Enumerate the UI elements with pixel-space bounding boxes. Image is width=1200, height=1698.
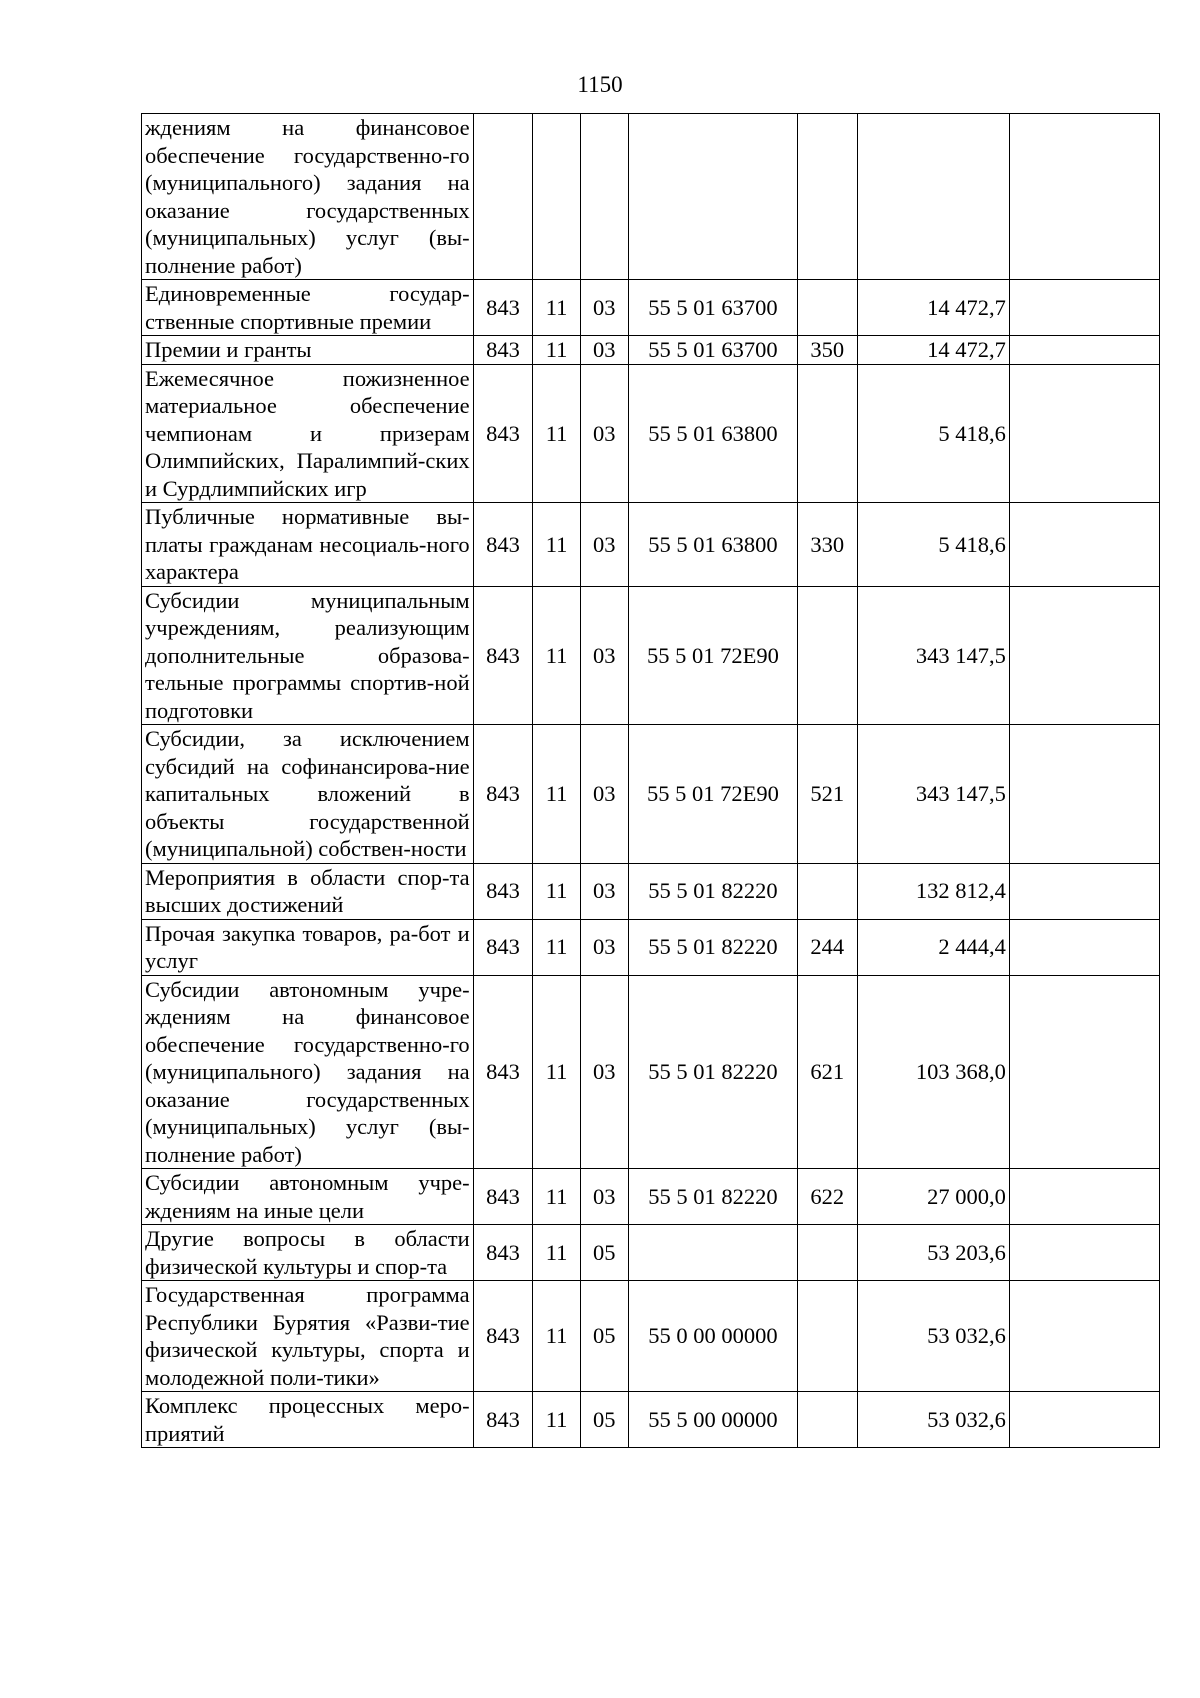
expense-type-code-cell: 621: [797, 975, 857, 1169]
section-code-cell: 11: [533, 863, 580, 919]
row-name-cell: Комплекс процессных меро-приятий: [142, 1392, 474, 1448]
target-article-code-cell: 55 0 00 00000: [628, 1281, 797, 1392]
row-name-cell: Публичные нормативные вы-платы гражданам несоциаль-ного характера: [142, 503, 474, 587]
subsection-code-cell: 03: [580, 336, 628, 365]
target-article-code-cell: 55 5 01 63700: [628, 280, 797, 336]
section-code-cell: 11: [533, 364, 580, 503]
target-article-code-cell: 55 5 01 82220: [628, 1169, 797, 1225]
row-name-cell: Государственная программа Республики Бурятия «Разви-тие физической культуры, спорта и молодежной поли-тики»: [142, 1281, 474, 1392]
section-code-cell: 11: [533, 1169, 580, 1225]
amount-cell: 103 368,0: [857, 975, 1009, 1169]
subsection-code-cell: 03: [580, 725, 628, 864]
amount-cell: 53 032,6: [857, 1392, 1009, 1448]
extra-amount-cell: [1009, 280, 1159, 336]
subsection-code-cell: 03: [580, 586, 628, 725]
table-row: [142, 975, 1160, 1169]
expense-type-code-cell: 244: [797, 919, 857, 975]
ministry-code-cell: 843: [473, 975, 533, 1169]
subsection-code-cell: 03: [580, 280, 628, 336]
expense-type-code-cell: [797, 1281, 857, 1392]
extra-amount-cell: [1009, 114, 1159, 280]
table-row: [142, 114, 1160, 280]
table-row: [142, 503, 1160, 587]
amount-cell: 27 000,0: [857, 1169, 1009, 1225]
extra-amount-cell: [1009, 1225, 1159, 1281]
table-row: [142, 586, 1160, 725]
subsection-code-cell: 03: [580, 863, 628, 919]
target-article-code-cell: 55 5 01 82220: [628, 975, 797, 1169]
extra-amount-cell: [1009, 1169, 1159, 1225]
expense-type-code-cell: [797, 863, 857, 919]
extra-amount-cell: [1009, 503, 1159, 587]
table-row: [142, 863, 1160, 919]
target-article-code-cell: 55 5 00 00000: [628, 1392, 797, 1448]
target-article-code-cell: 55 5 01 72Е90: [628, 586, 797, 725]
extra-amount-cell: [1009, 336, 1159, 365]
row-name-cell: Субсидии автономным учре-ждениям на иные цели: [142, 1169, 474, 1225]
extra-amount-cell: [1009, 364, 1159, 503]
target-article-code-cell: 55 5 01 63800: [628, 503, 797, 587]
table-row: [142, 1225, 1160, 1281]
section-code-cell: [533, 114, 580, 280]
extra-amount-cell: [1009, 919, 1159, 975]
target-article-code-cell: 55 5 01 82220: [628, 919, 797, 975]
target-article-code-cell: [628, 114, 797, 280]
subsection-code-cell: 03: [580, 503, 628, 587]
extra-amount-cell: [1009, 725, 1159, 864]
subsection-code-cell: 03: [580, 919, 628, 975]
row-name-cell: Единовременные государ-ственные спортивные премии: [142, 280, 474, 336]
target-article-code-cell: 55 5 01 82220: [628, 863, 797, 919]
row-name-cell: ждениям на финансовое обеспечение государственно-го (муниципального) задания на оказание государственных (муниципальных) услуг (вы-полнение работ): [142, 114, 474, 280]
ministry-code-cell: 843: [473, 586, 533, 725]
subsection-code-cell: 03: [580, 364, 628, 503]
row-name-cell: Субсидии муниципальным учреждениям, реализующим дополнительные образова-тельные программы спортив-ной подготовки: [142, 586, 474, 725]
extra-amount-cell: [1009, 1281, 1159, 1392]
expense-type-code-cell: [797, 1225, 857, 1281]
ministry-code-cell: 843: [473, 1392, 533, 1448]
amount-cell: 14 472,7: [857, 336, 1009, 365]
ministry-code-cell: 843: [473, 503, 533, 587]
ministry-code-cell: 843: [473, 1169, 533, 1225]
section-code-cell: 11: [533, 919, 580, 975]
section-code-cell: 11: [533, 1392, 580, 1448]
expense-type-code-cell: 330: [797, 503, 857, 587]
expense-type-code-cell: [797, 364, 857, 503]
amount-cell: 53 032,6: [857, 1281, 1009, 1392]
table-row: [142, 364, 1160, 503]
amount-cell: 343 147,5: [857, 586, 1009, 725]
table-row: [142, 1281, 1160, 1392]
amount-cell: 53 203,6: [857, 1225, 1009, 1281]
subsection-code-cell: 05: [580, 1281, 628, 1392]
section-code-cell: 11: [533, 586, 580, 725]
section-code-cell: 11: [533, 1225, 580, 1281]
expense-type-code-cell: 350: [797, 336, 857, 365]
ministry-code-cell: 843: [473, 1281, 533, 1392]
subsection-code-cell: 05: [580, 1225, 628, 1281]
expense-type-code-cell: [797, 586, 857, 725]
table-row: [142, 1392, 1160, 1448]
section-code-cell: 11: [533, 336, 580, 365]
ministry-code-cell: 843: [473, 364, 533, 503]
budget-table: [141, 113, 1160, 1448]
amount-cell: [857, 114, 1009, 280]
section-code-cell: 11: [533, 725, 580, 864]
extra-amount-cell: [1009, 1392, 1159, 1448]
row-name-cell: Прочая закупка товаров, ра-бот и услуг: [142, 919, 474, 975]
ministry-code-cell: 843: [473, 919, 533, 975]
row-name-cell: Мероприятия в области спор-та высших достижений: [142, 863, 474, 919]
row-name-cell: Другие вопросы в области физической культуры и спор-та: [142, 1225, 474, 1281]
row-name-cell: Субсидии автономным учре-ждениям на финансовое обеспечение государственно-го (муниципального) задания на оказание государственных (муниципальных) услуг (вы-полнение работ): [142, 975, 474, 1169]
target-article-code-cell: 55 5 01 63700: [628, 336, 797, 365]
page-number: 1150: [577, 72, 623, 97]
ministry-code-cell: 843: [473, 1225, 533, 1281]
budget-table-body: [142, 114, 1160, 1448]
target-article-code-cell: 55 5 01 72Е90: [628, 725, 797, 864]
ministry-code-cell: 843: [473, 863, 533, 919]
target-article-code-cell: 55 5 01 63800: [628, 364, 797, 503]
ministry-code-cell: 843: [473, 336, 533, 365]
amount-cell: 5 418,6: [857, 364, 1009, 503]
table-row: [142, 336, 1160, 365]
subsection-code-cell: 03: [580, 1169, 628, 1225]
table-row: [142, 1169, 1160, 1225]
amount-cell: 14 472,7: [857, 280, 1009, 336]
subsection-code-cell: 03: [580, 975, 628, 1169]
extra-amount-cell: [1009, 586, 1159, 725]
expense-type-code-cell: 521: [797, 725, 857, 864]
extra-amount-cell: [1009, 975, 1159, 1169]
expense-type-code-cell: [797, 114, 857, 280]
section-code-cell: 11: [533, 503, 580, 587]
amount-cell: 132 812,4: [857, 863, 1009, 919]
row-name-cell: Премии и гранты: [142, 336, 474, 365]
table-row: [142, 280, 1160, 336]
ministry-code-cell: 843: [473, 280, 533, 336]
expense-type-code-cell: [797, 1392, 857, 1448]
table-row: [142, 725, 1160, 864]
subsection-code-cell: 05: [580, 1392, 628, 1448]
ministry-code-cell: 843: [473, 725, 533, 864]
subsection-code-cell: [580, 114, 628, 280]
target-article-code-cell: [628, 1225, 797, 1281]
amount-cell: 343 147,5: [857, 725, 1009, 864]
amount-cell: 2 444,4: [857, 919, 1009, 975]
section-code-cell: 11: [533, 280, 580, 336]
ministry-code-cell: [473, 114, 533, 280]
expense-type-code-cell: [797, 280, 857, 336]
expense-type-code-cell: 622: [797, 1169, 857, 1225]
amount-cell: 5 418,6: [857, 503, 1009, 587]
section-code-cell: 11: [533, 975, 580, 1169]
row-name-cell: Ежемесячное пожизненное материальное обеспечение чемпионам и призерам Олимпийских, Паралимпий-ских и Сурдлимпийских игр: [142, 364, 474, 503]
table-row: [142, 919, 1160, 975]
row-name-cell: Субсидии, за исключением субсидий на софинансирова-ние капитальных вложений в объекты государственной (муниципальной) собствен-ности: [142, 725, 474, 864]
section-code-cell: 11: [533, 1281, 580, 1392]
extra-amount-cell: [1009, 863, 1159, 919]
